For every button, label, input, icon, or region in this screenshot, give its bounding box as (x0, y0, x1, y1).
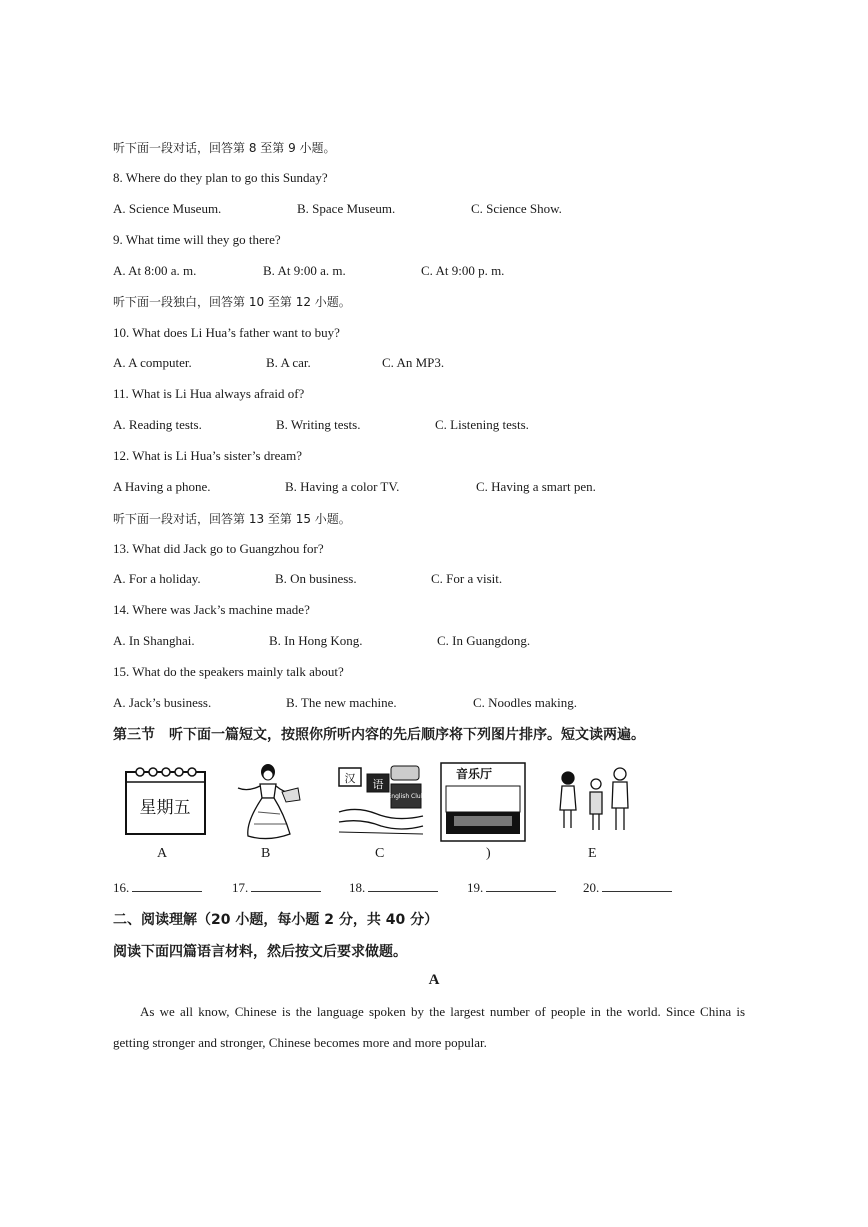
picture-label-e: E (588, 846, 597, 861)
option-b: B. At 9:00 a. m. (263, 263, 346, 278)
option-a: A. At 8:00 a. m. (113, 263, 197, 278)
answer-blank-20[interactable] (583, 880, 672, 896)
picture-label-d: ) (486, 846, 491, 861)
option-b: B. Space Museum. (297, 201, 396, 216)
question-10-options (113, 355, 713, 371)
option-c: C. For a visit. (431, 571, 503, 586)
option-c: C. In Guangdong. (437, 633, 531, 648)
option-a: A. For a holiday. (113, 571, 201, 586)
option-c: C. An MP3. (382, 355, 445, 370)
option-a: A. A computer. (113, 355, 192, 370)
option-a: A. Reading tests. (113, 417, 202, 432)
answer-blank-16[interactable] (113, 880, 202, 896)
answer-blank-18[interactable] (349, 880, 438, 896)
question-8-options (113, 201, 713, 217)
passage-paragraph: As we all know, Chinese is the language spoken by the largest number of people in the world. Since China is getting stronger and stronger, Chinese becomes more and more popular. (113, 1004, 745, 1050)
picture-e-people (556, 762, 632, 847)
question-11-options (113, 417, 713, 433)
question-8: 8. Where do they plan to go this Sunday? (113, 170, 328, 185)
question-11: 11. What is Li Hua always afraid of? (113, 386, 305, 401)
sign-1-text: 汉 (344, 772, 356, 785)
listening-intro-10-12: 听下面一段独白，回答第 10 至第 12 小题。 (113, 295, 351, 309)
option-a: A. Science Museum. (113, 201, 222, 216)
question-13-options (113, 571, 713, 587)
listening-intro-8-9: 听下面一段对话，回答第 8 至第 9 小题。 (113, 141, 336, 155)
question-14-options (113, 633, 713, 649)
picture-c-club (337, 762, 425, 847)
part-2-instructions: 阅读下面四篇语言材料，然后按文后要求做题。 (113, 944, 407, 960)
option-b: B. Writing tests. (276, 417, 361, 432)
question-15-options (113, 695, 713, 711)
option-c: C. Listening tests. (435, 417, 529, 432)
part-2-title: 二、阅读理解（20 小题，每小题 2 分，共 40 分） (113, 912, 439, 928)
option-a: A. Jack’s business. (113, 695, 212, 710)
option-c: C. Science Show. (471, 201, 562, 216)
club-text: English Club (387, 793, 425, 800)
option-b: B. A car. (266, 355, 311, 370)
option-b: B. Having a color TV. (285, 479, 400, 494)
question-13: 13. What did Jack go to Guangzhou for? (113, 541, 324, 556)
hall-text: 音乐厅 (455, 767, 493, 781)
question-14: 14. Where was Jack’s machine made? (113, 602, 310, 617)
question-12-options (113, 479, 713, 495)
option-c: C. Having a smart pen. (476, 479, 596, 494)
passage-title: A (428, 972, 440, 988)
answer-blank-17[interactable] (232, 880, 321, 896)
option-c: C. Noodles making. (473, 695, 577, 710)
listening-intro-13-15: 听下面一段对话，回答第 13 至第 15 小题。 (113, 512, 351, 526)
option-a: A. In Shanghai. (113, 633, 195, 648)
blank-number: 18. (349, 880, 366, 895)
option-a: A Having a phone. (113, 479, 211, 494)
blank-number: 20. (583, 880, 600, 895)
picture-d-concert-hall (440, 762, 526, 847)
blank-number: 16. (113, 880, 130, 895)
calendar-text: 星期五 (139, 798, 191, 818)
blank-number: 17. (232, 880, 249, 895)
blank-number: 19. (467, 880, 484, 895)
question-15: 15. What do the speakers mainly talk about? (113, 664, 344, 679)
sign-2-text: 语 (372, 778, 384, 791)
picture-label-a: A (157, 846, 168, 861)
picture-label-b: B (261, 846, 271, 861)
picture-label-c: C (375, 846, 385, 861)
question-9: 9. What time will they go there? (113, 232, 281, 247)
option-c: C. At 9:00 p. m. (421, 263, 505, 278)
picture-a-calendar (124, 762, 208, 843)
section-3-heading: 第三节 听下面一篇短文，按照你所听内容的先后顺序将下列图片排序。短文读两遍。 (113, 727, 645, 743)
answer-blank-19[interactable] (467, 880, 556, 896)
option-b: B. The new machine. (286, 695, 397, 710)
question-12: 12. What is Li Hua’s sister’s dream? (113, 448, 303, 463)
option-b: B. In Hong Kong. (269, 633, 363, 648)
picture-b-dancer (228, 762, 306, 847)
option-b: B. On business. (275, 571, 357, 586)
question-10: 10. What does Li Hua’s father want to buy? (113, 325, 340, 340)
question-9-options (113, 263, 713, 279)
